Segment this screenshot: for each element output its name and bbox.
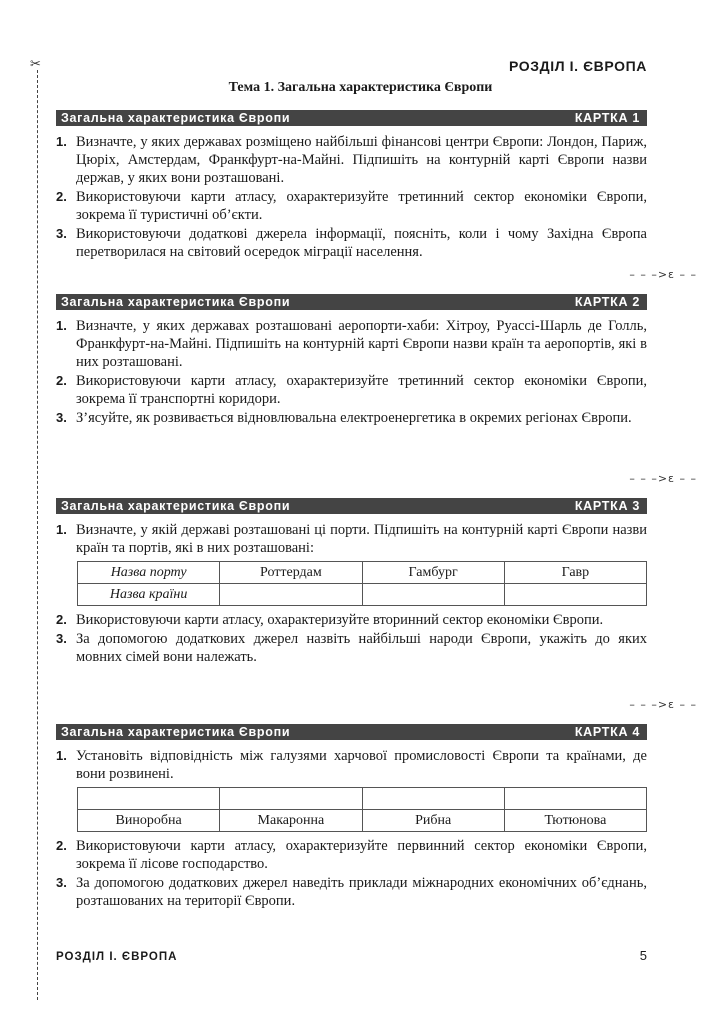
industries-table: [77, 787, 647, 832]
card-2: [56, 294, 647, 428]
cut-separator: – – –>ɛ – –: [629, 268, 697, 281]
task-number: 3.: [56, 875, 67, 890]
page-number: 5: [639, 948, 647, 963]
task-item: [56, 317, 647, 371]
table-cell: Роттердам: [220, 562, 362, 584]
table-cell: Тютюнова: [504, 810, 646, 832]
task-number: 1.: [56, 522, 67, 537]
card-title: Загальна характеристика Європи: [61, 725, 291, 739]
task-item: [56, 372, 647, 408]
card-header: [56, 498, 647, 514]
table-cell: [220, 584, 362, 606]
task-number: 3.: [56, 410, 67, 425]
table-cell: Гавр: [504, 562, 646, 584]
task-number: 2.: [56, 189, 67, 204]
cut-separator: – – –>ɛ – –: [629, 698, 697, 711]
table-cell: Макаронна: [220, 810, 362, 832]
card-label: КАРТКА 3: [574, 499, 640, 513]
task-number: 2.: [56, 612, 67, 627]
task-number: 2.: [56, 373, 67, 388]
task-text: Використовуючи карти атласу, охарактеризуйте третинний сектор економіки Європи, зокрема її туристичні об’єкти.: [76, 189, 647, 223]
card-label: КАРТКА 2: [574, 295, 640, 309]
card-title: Загальна характеристика Європи: [61, 295, 291, 309]
task-text: З’ясуйте, як розвивається відновлювальна електроенергетика в окремих регіонах Європи.: [76, 410, 632, 426]
task-item: [56, 630, 647, 666]
task-item: [56, 747, 647, 783]
card-4: [56, 724, 647, 911]
task-number: 1.: [56, 748, 67, 763]
task-item: [56, 133, 647, 187]
task-item: [56, 837, 647, 873]
table-cell: [362, 584, 504, 606]
task-text: За допомогою додаткових джерел назвіть найбільші народи Європи, укажіть до яких мовних сімей вони належать.: [76, 631, 647, 665]
task-text: Визначте, у якій державі розташовані ці порти. Підпишіть на контурній карті Європи назви країн та портів, які в них розташовані:: [76, 522, 647, 556]
theme-title: Тема 1. Загальна характеристика Європи: [228, 80, 493, 95]
task-text: Використовуючи додаткові джерела інформації, поясніть, коли і чому Західна Європа перетворилася на світовий осередок міграції населення.: [76, 226, 647, 260]
table-cell: Виноробна: [78, 810, 220, 832]
task-number: 3.: [56, 631, 67, 646]
table-cell: Назва країни: [78, 584, 220, 606]
table-cell: [504, 788, 646, 810]
table-cell: [362, 788, 504, 810]
table-cell: Гамбург: [362, 562, 504, 584]
card-header: [56, 294, 647, 310]
table-cell: [78, 788, 220, 810]
task-number: 2.: [56, 838, 67, 853]
task-item: [56, 409, 647, 427]
card-header: [56, 724, 647, 740]
task-text: Використовуючи карти атласу, охарактеризуйте третинний сектор економіки Європи, зокрема її транспортні коридори.: [76, 373, 647, 407]
task-number: 1.: [56, 134, 67, 149]
card-header: [56, 110, 647, 126]
cut-line: [37, 70, 38, 1000]
card-3: [56, 498, 647, 667]
cut-separator: – – –>ɛ – –: [629, 472, 697, 485]
task-text: Визначте, у яких державах розміщено найбільші фінансові центри Європи: Лондон, Париж, Цюріх, Амстердам, Франкфурт-на-Майні. Підпишіть на контурній карті Європи назви держав, у яких вони розташовані.: [76, 134, 647, 186]
card-title: Загальна характеристика Європи: [61, 499, 291, 513]
task-text: Використовуючи карти атласу, охарактеризуйте вторинний сектор економіки Європи.: [76, 612, 604, 628]
table-cell: Назва порту: [78, 562, 220, 584]
table-row: [78, 562, 647, 584]
task-item: [56, 611, 647, 629]
table-cell: [220, 788, 362, 810]
task-text: Установіть відповідність між галузями харчової промисловості Європи та країнами, де вони розвинені.: [76, 748, 647, 782]
ports-table: [77, 561, 647, 606]
table-row: [78, 584, 647, 606]
card-1: [56, 110, 647, 262]
scissors-icon: ✂: [30, 57, 41, 72]
section-heading: РОЗДІЛ І. ЄВРОПА: [509, 58, 647, 74]
task-item: [56, 521, 647, 557]
task-item: [56, 225, 647, 261]
task-item: [56, 188, 647, 224]
task-number: 1.: [56, 318, 67, 333]
task-number: 3.: [56, 226, 67, 241]
table-cell: [504, 584, 646, 606]
task-text: За допомогою додаткових джерел наведіть приклади міжнародних економічних об’єднань, розташованих на території Європи.: [76, 875, 647, 909]
card-title: Загальна характеристика Європи: [61, 111, 291, 125]
footer-section: РОЗДІЛ І. ЄВРОПА: [56, 951, 178, 963]
task-item: [56, 874, 647, 910]
card-label: КАРТКА 1: [574, 111, 640, 125]
task-text: Визначте, у яких державах розташовані аеропорти-хаби: Хітроу, Руассі-Шарль де Голль, Франкфурт-на-Майні. Підпишіть на контурній карті Європи назви країн та аеропортів, які в них розташовані.: [76, 318, 647, 370]
card-label: КАРТКА 4: [574, 725, 640, 739]
table-row: [78, 810, 647, 832]
table-cell: Рибна: [362, 810, 504, 832]
table-row: [78, 788, 647, 810]
task-text: Використовуючи карти атласу, охарактеризуйте первинний сектор економіки Європи, зокрема її лісове господарство.: [76, 838, 647, 872]
